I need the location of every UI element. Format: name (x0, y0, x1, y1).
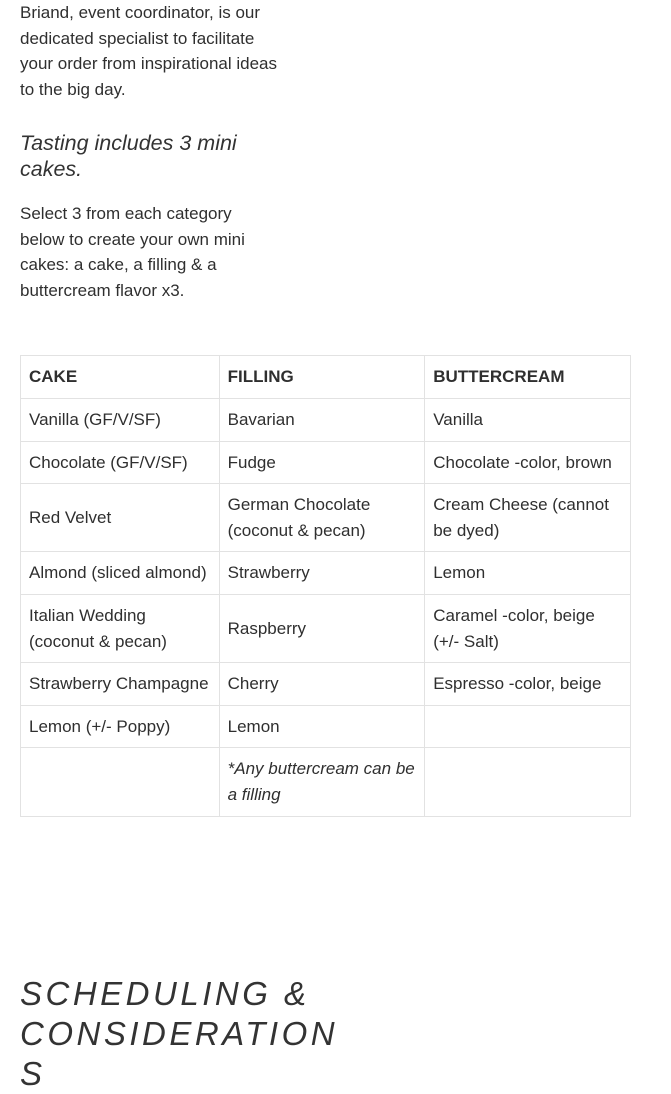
buttercream-cell: Vanilla (425, 399, 631, 442)
filling-note-cell: *Any buttercream can be a filling (219, 748, 425, 816)
table-row (21, 663, 631, 706)
table-row (21, 441, 631, 484)
cake-cell: Chocolate (GF/V/SF) (21, 441, 220, 484)
table-row (21, 484, 631, 552)
header-buttercream: BUTTERCREAM (425, 356, 631, 399)
flavor-table (20, 355, 631, 817)
cake-cell: Strawberry Champagne (21, 663, 220, 706)
filling-cell: Bavarian (219, 399, 425, 442)
tasting-heading: Tasting includes 3 mini cakes. (20, 131, 237, 181)
cake-cell (21, 748, 220, 816)
buttercream-cell: Lemon (425, 552, 631, 595)
filling-cell: Raspberry (219, 594, 425, 662)
buttercream-cell: Caramel -color, beige (+/- Salt) (425, 594, 631, 662)
buttercream-cell: Espresso -color, beige (425, 663, 631, 706)
filling-cell: Cherry (219, 663, 425, 706)
cake-cell: Almond (sliced almond) (21, 552, 220, 595)
header-filling: FILLING (219, 356, 425, 399)
filling-cell: Lemon (219, 705, 425, 748)
header-cake: CAKE (21, 356, 220, 399)
intro-paragraph: Briand, event coordinator, is our dedicated specialist to facilitate your order from inspirational ideas to the big day. (20, 3, 278, 99)
cake-cell: Italian Wedding (coconut & pecan) (21, 594, 220, 662)
table-row (21, 748, 631, 816)
cake-cell: Red Velvet (21, 484, 220, 552)
filling-cell: German Chocolate (coconut & pecan) (219, 484, 425, 552)
filling-cell: Fudge (219, 441, 425, 484)
buttercream-cell (425, 748, 631, 816)
table-row (21, 552, 631, 595)
table-row (21, 705, 631, 748)
filling-cell: Strawberry (219, 552, 425, 595)
table-header-row (21, 356, 631, 399)
cake-cell: Vanilla (GF/V/SF) (21, 399, 220, 442)
scheduling-heading: SCHEDULING & CONSIDERATIONS (20, 975, 339, 1092)
buttercream-cell: Chocolate -color, brown (425, 441, 631, 484)
table-row (21, 594, 631, 662)
buttercream-cell (425, 705, 631, 748)
tasting-instructions: Select 3 from each category below to create your own mini cakes: a cake, a filling & a buttercream flavor x3. (20, 204, 245, 300)
table-row (21, 399, 631, 442)
cake-cell: Lemon (+/- Poppy) (21, 705, 220, 748)
buttercream-cell: Cream Cheese (cannot be dyed) (425, 484, 631, 552)
